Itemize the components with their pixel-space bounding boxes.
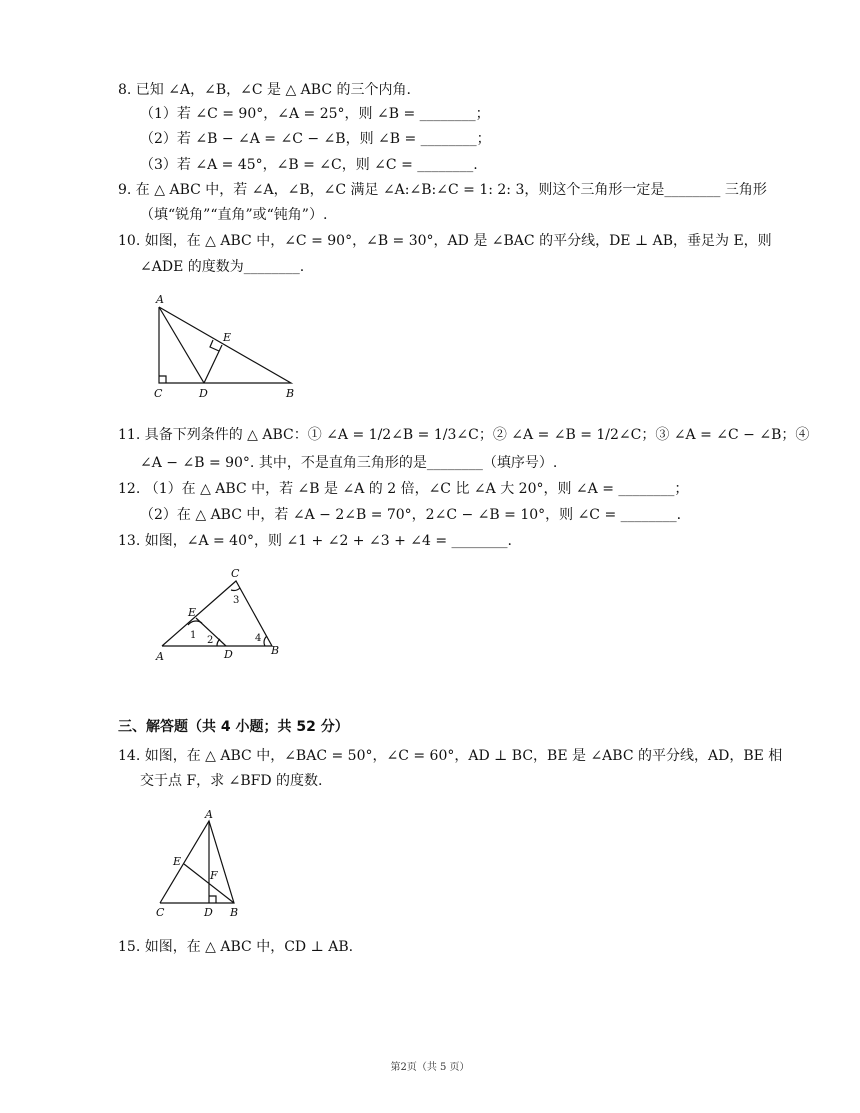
label-a: A bbox=[156, 650, 164, 663]
arc-2 bbox=[217, 639, 220, 646]
label-e: E bbox=[173, 855, 182, 868]
q10-stem: 10. 如图，在 △ ABC 中，∠C = 90°，∠B = 30°，AD 是 ∠BAC 的平分线，DE ⊥ AB，垂足为 E，则 bbox=[118, 233, 772, 249]
right-angle-e bbox=[210, 340, 219, 351]
label-b: B bbox=[286, 387, 295, 400]
angle-label-4: 4 bbox=[255, 633, 262, 644]
q9-hint: （填“锐角”“直角”或“钝角”）. bbox=[140, 207, 328, 223]
arc-4 bbox=[264, 636, 267, 646]
q14-ask: 交于点 F，求 ∠BFD 的度数. bbox=[140, 773, 323, 789]
angle-label-3: 3 bbox=[233, 595, 240, 606]
page-footer: 第2页（共 5 页） bbox=[390, 1062, 470, 1073]
label-c: C bbox=[156, 906, 165, 919]
right-angle-c bbox=[159, 376, 166, 383]
bisector-ad bbox=[159, 307, 204, 383]
q11-stem: 11. 具备下列条件的 △ ABC：① ∠A = 1/2∠B = 1/3∠C；② ∠A = ∠B = 1/2∠C；③ ∠A = ∠C − ∠B；④ bbox=[118, 427, 810, 443]
q8-part1: （1）若 ∠C = 90°，∠A = 25°，则 ∠B = ________； bbox=[140, 106, 490, 122]
angle-label-2: 2 bbox=[207, 635, 214, 646]
figure-q10 bbox=[150, 293, 330, 403]
arc-3 bbox=[231, 588, 240, 590]
q12-part1: 12. （1）在 △ ABC 中，若 ∠B 是 ∠A 的 2 倍，∠C 比 ∠A 大 20°，则 ∠A = ________； bbox=[118, 481, 689, 497]
q11-ask: ∠A − ∠B = 90°. 其中，不是直角三角形的是________（填序号）. bbox=[140, 455, 558, 471]
label-a: A bbox=[156, 293, 164, 306]
label-d: D bbox=[199, 387, 208, 400]
figure-q13 bbox=[152, 566, 302, 666]
label-d: D bbox=[224, 648, 233, 661]
label-b: B bbox=[230, 906, 239, 919]
q9-stem: 9. 在 △ ABC 中，若 ∠A，∠B，∠C 满足 ∠A:∠B:∠C = 1: 2: 3，则这个三角形一定是________ 三角形 bbox=[118, 182, 767, 198]
label-a: A bbox=[205, 808, 213, 821]
q8-part2: （2）若 ∠B − ∠A = ∠C − ∠B，则 ∠B = ________； bbox=[140, 131, 491, 147]
label-c: C bbox=[231, 567, 240, 580]
q13-stem: 13. 如图，∠A = 40°，则 ∠1 + ∠2 + ∠3 + ∠4 = ________. bbox=[118, 533, 512, 549]
q12-part2: （2）在 △ ABC 中，若 ∠A − 2∠B = 70°，2∠C − ∠B = 10°，则 ∠C = ________. bbox=[140, 507, 682, 523]
label-b: B bbox=[271, 644, 280, 657]
figure-q14 bbox=[150, 806, 260, 921]
q8-part3: （3）若 ∠A = 45°，∠B = ∠C，则 ∠C = ________. bbox=[140, 157, 478, 173]
triangle-abc bbox=[160, 821, 234, 903]
label-f: F bbox=[210, 869, 218, 882]
label-e: E bbox=[188, 606, 197, 619]
angle-label-1: 1 bbox=[190, 630, 197, 641]
q15-stem: 15. 如图，在 △ ABC 中，CD ⊥ AB. bbox=[118, 939, 354, 955]
label-d: D bbox=[204, 906, 213, 919]
q8-stem: 8. 已知 ∠A，∠B，∠C 是 △ ABC 的三个内角. bbox=[118, 82, 411, 98]
label-e: E bbox=[223, 331, 232, 344]
label-c: C bbox=[154, 387, 163, 400]
q14-stem: 14. 如图，在 △ ABC 中，∠BAC = 50°，∠C = 60°，AD ⊥ BC，BE 是 ∠ABC 的平分线，AD，BE 相 bbox=[118, 748, 783, 764]
perp-de bbox=[204, 345, 222, 383]
q10-ask: ∠ADE 的度数为________. bbox=[140, 259, 305, 275]
section-title: 三、解答题（共 4 小题；共 52 分） bbox=[118, 719, 349, 735]
triangle-abc bbox=[159, 307, 291, 383]
right-angle-d bbox=[209, 896, 216, 903]
